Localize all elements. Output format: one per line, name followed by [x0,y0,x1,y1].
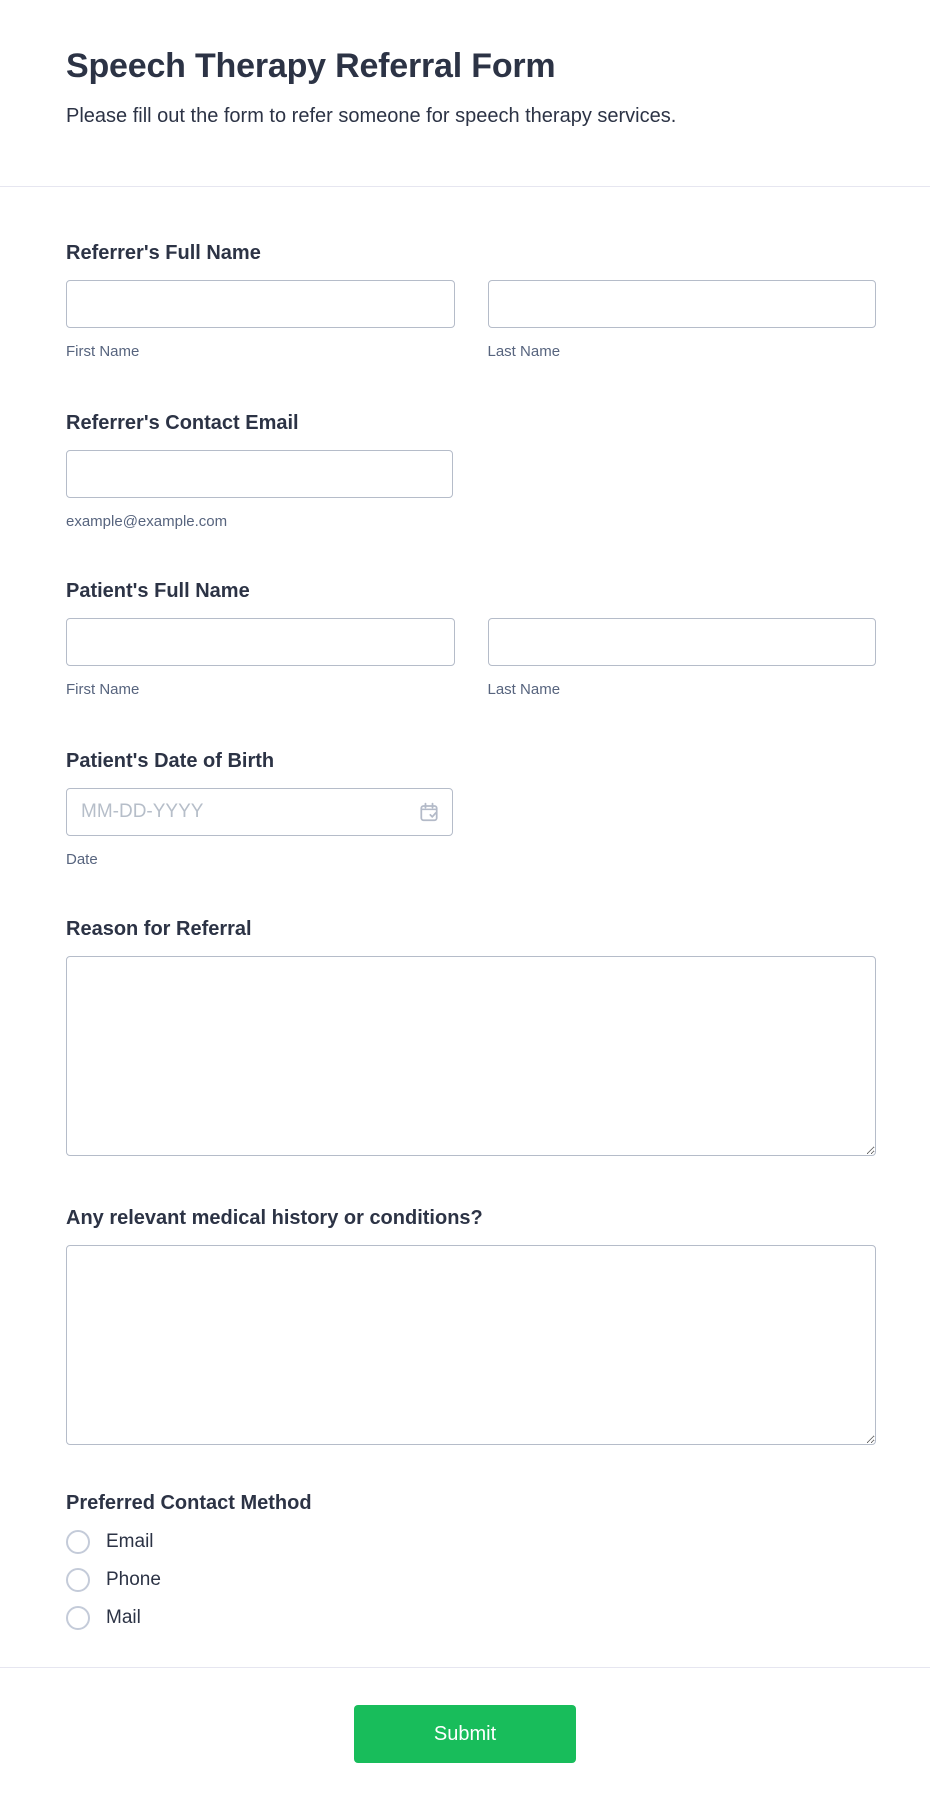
submit-button[interactable]: Submit [354,1705,576,1763]
medical-history-textarea[interactable] [66,1245,876,1445]
contact-method-radio-group [66,1530,876,1630]
form-header [0,0,930,187]
radio-circle-email[interactable] [66,1530,90,1554]
date-sublabel: Date [66,851,98,868]
radio-label-mail: Mail [106,1607,141,1628]
question-referrer-email [66,410,876,531]
radio-circle-phone[interactable] [66,1568,90,1592]
radio-option-email[interactable] [66,1530,876,1554]
email-sublabel: example@example.com [66,513,228,530]
calendar-picker-button[interactable] [418,801,440,823]
date-of-birth-input[interactable] [66,788,453,836]
patient-last-name-input[interactable] [488,618,877,666]
referrer-email-input[interactable] [66,450,453,498]
patient-first-name-input[interactable] [66,618,455,666]
question-patient-dob [66,748,876,869]
radio-label-email: Email [106,1531,154,1552]
submit-row [0,1705,930,1763]
first-name-sublabel: First Name [66,681,140,698]
radio-option-phone[interactable] [66,1568,876,1592]
form-title: Speech Therapy Referral Form [66,47,556,85]
radio-option-mail[interactable] [66,1606,876,1630]
form-body [0,187,930,1630]
last-name-sublabel: Last Name [487,681,561,698]
question-medical-history [66,1205,876,1445]
question-patient-name [66,578,876,699]
question-label: Preferred Contact Method [66,1492,312,1514]
first-name-sublabel: First Name [66,343,140,360]
question-label: Any relevant medical history or conditions? [66,1207,483,1229]
referrer-last-name-input[interactable] [488,280,877,328]
question-label: Patient's Full Name [66,580,250,602]
question-referrer-name [66,240,876,361]
question-label: Patient's Date of Birth [66,750,275,772]
referrer-first-name-input[interactable] [66,280,455,328]
reason-textarea[interactable] [66,956,876,1156]
question-label: Reason for Referral [66,918,252,940]
question-label: Referrer's Full Name [66,242,261,264]
form-subtitle: Please fill out the form to refer someone for speech therapy services. [66,105,677,127]
radio-circle-mail[interactable] [66,1606,90,1630]
last-name-sublabel: Last Name [487,343,561,360]
radio-label-phone: Phone [106,1569,161,1590]
calendar-check-icon [418,801,440,823]
footer-divider [0,1667,930,1668]
question-contact-method [66,1490,876,1630]
question-label: Referrer's Contact Email [66,412,299,434]
question-reason [66,916,876,1156]
